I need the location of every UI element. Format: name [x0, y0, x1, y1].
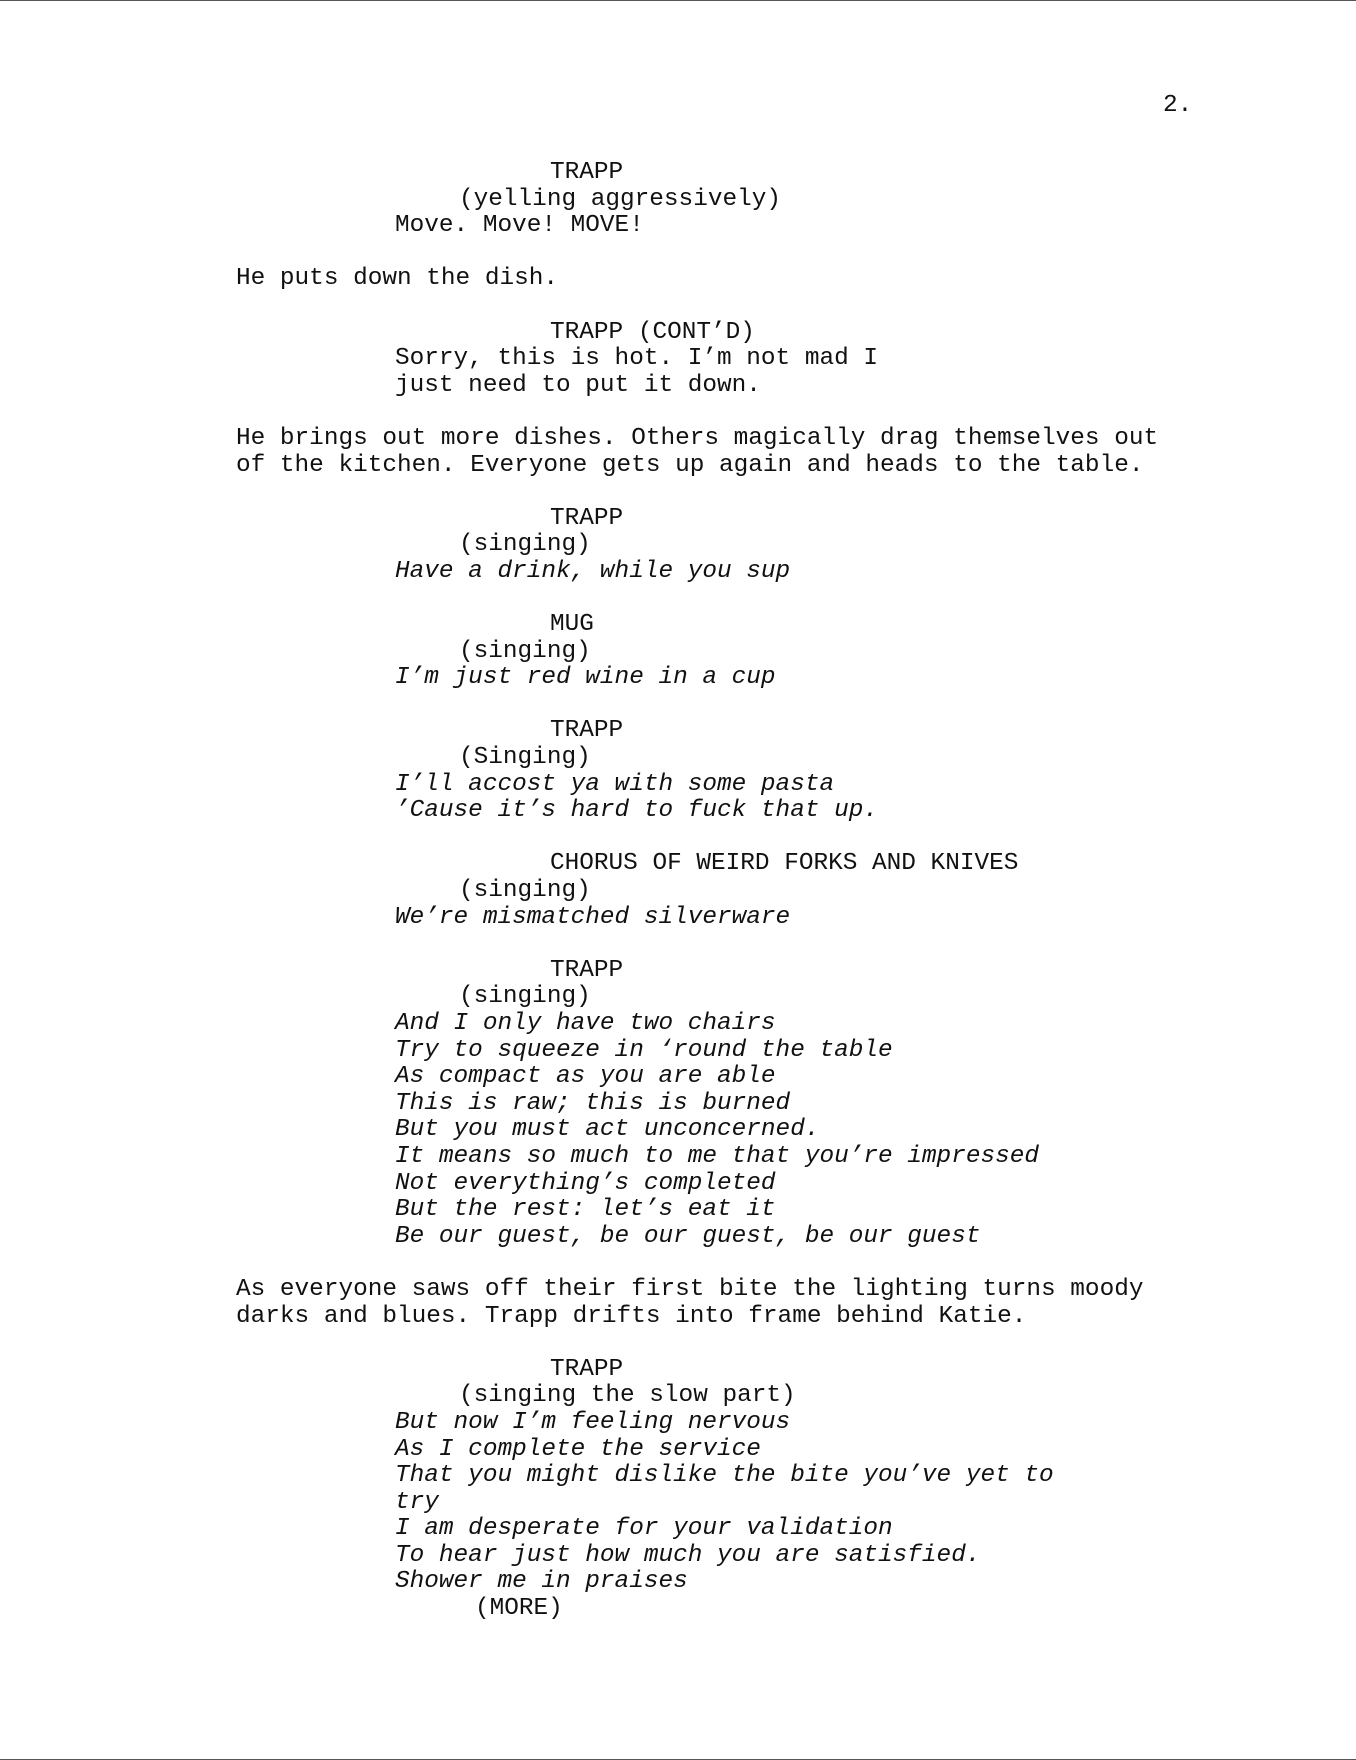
lyric-line: But the rest: let’s eat it	[395, 1196, 776, 1224]
character-name: TRAPP (CONT’D)	[550, 318, 755, 346]
character-name: MUG	[550, 611, 594, 639]
parenthetical: (Singing)	[459, 744, 591, 772]
dialogue-line: just need to put it down.	[395, 371, 761, 399]
parenthetical: (singing the slow part)	[459, 1382, 796, 1410]
lyric-line: I’ll accost ya with some pasta	[395, 770, 835, 798]
script-body	[0, 160, 1356, 1623]
lyric-line: That you might dislike the bite you’ve yet to	[395, 1462, 1054, 1490]
lyric-line: But now I’m feeling nervous	[395, 1408, 791, 1436]
dialogue-block	[0, 718, 1356, 824]
parenthetical: (singing)	[459, 877, 591, 905]
dialogue-block	[0, 1357, 1356, 1623]
lyric-line: And I only have two chairs	[395, 1010, 776, 1037]
action-line: As everyone saws off their first bite the lighting turns moody	[236, 1275, 1144, 1303]
lyric-line: As I complete the service	[395, 1435, 761, 1463]
lyric-line: We’re mismatched silverware	[395, 903, 791, 931]
action-block	[0, 426, 1356, 479]
action-line: darks and blues. Trapp drifts into frame behind Katie.	[236, 1302, 1027, 1330]
lyric-line: Have a drink, while you sup	[395, 557, 791, 585]
character-name: CHORUS OF WEIRD FORKS AND KNIVES	[550, 850, 1019, 878]
action-block	[0, 266, 1356, 293]
dialogue-block	[0, 160, 1356, 240]
more-marker: (MORE)	[475, 1595, 563, 1623]
dialogue-block	[0, 851, 1356, 931]
parenthetical: (singing)	[459, 637, 591, 665]
action-line: He puts down the dish.	[236, 265, 559, 293]
character-name: TRAPP	[550, 717, 624, 745]
dialogue-line: Move. Move! MOVE!	[395, 212, 644, 240]
parenthetical: (singing)	[459, 983, 591, 1011]
lyric-line: I am desperate for your validation	[395, 1515, 893, 1543]
character-name: TRAPP	[550, 504, 624, 532]
parenthetical: (yelling aggressively)	[459, 185, 782, 213]
action-line: of the kitchen. Everyone gets up again and heads to the table.	[236, 451, 1144, 479]
dialogue-block	[0, 958, 1356, 1251]
action-block	[0, 1277, 1356, 1330]
lyric-line: I’m just red wine in a cup	[395, 664, 776, 692]
lyric-line: To hear just how much you are satisfied.	[395, 1541, 981, 1569]
lyric-line: But you must act unconcerned.	[395, 1116, 820, 1144]
character-name: TRAPP	[550, 1355, 624, 1383]
action-line: He brings out more dishes. Others magically drag themselves out	[236, 424, 1159, 452]
parenthetical: (singing)	[459, 531, 591, 559]
lyric-line: try	[395, 1488, 439, 1516]
dialogue-line: Sorry, this is hot. I’m not mad I	[395, 345, 879, 373]
dialogue-block	[0, 506, 1356, 586]
lyric-line: This is raw; this is burned	[395, 1089, 791, 1117]
character-name: TRAPP	[550, 956, 624, 984]
lyric-line: Shower me in praises	[395, 1568, 688, 1596]
dialogue-block	[0, 320, 1356, 400]
character-name: TRAPP	[550, 159, 624, 186]
lyric-line: As compact as you are able	[395, 1063, 776, 1091]
lyric-line: ’Cause it’s hard to fuck that up.	[395, 797, 879, 825]
lyric-line: It means so much to me that you’re impressed	[395, 1142, 1040, 1170]
lyric-line: Be our guest, be our guest, be our guest	[395, 1222, 981, 1250]
dialogue-block	[0, 612, 1356, 692]
lyric-line: Not everything’s completed	[395, 1169, 776, 1197]
lyric-line: Try to squeeze in ‘round the table	[395, 1036, 893, 1064]
page-number: 2.	[1163, 92, 1193, 119]
